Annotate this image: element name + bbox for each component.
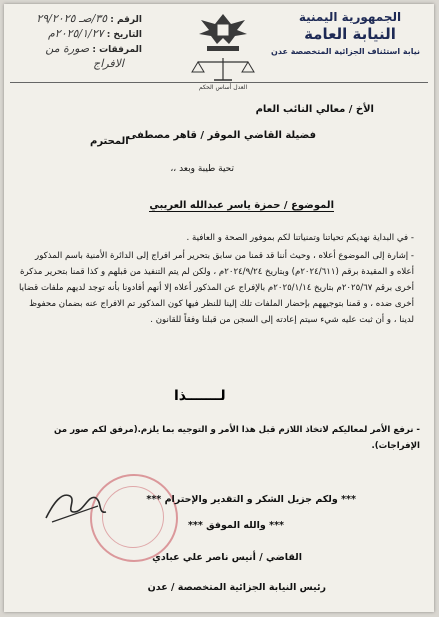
subject-text: الموضوع / حمزة ياسر عبدالله العريبي	[149, 200, 334, 211]
separator: لـــــــذا	[174, 388, 226, 404]
letterhead	[271, 10, 420, 56]
authority-name: النيابة العامة	[304, 25, 396, 43]
judge-name: فضيلة القاضي الموقر / قاهر مصطفى	[126, 130, 316, 141]
subject	[149, 200, 334, 211]
number-value: ٣٥/صـ ٢٩/٢٠٢٥	[36, 12, 108, 25]
country-name: الجمهورية اليمنية	[298, 10, 402, 24]
greeting: تحية طيبة وبعد ،،	[170, 164, 234, 174]
signature-icon	[40, 482, 110, 528]
attachments-label: المرفقات :	[92, 45, 142, 55]
attachments-value: صورة من	[45, 42, 90, 55]
signer-name: القاضي / أنيس ناصر علي عبادي	[152, 552, 302, 563]
scales-icon	[188, 56, 258, 84]
emblem-caption: العدل أساس الحكم	[198, 84, 248, 91]
attachments-row-2	[12, 57, 142, 72]
letter-page	[4, 4, 434, 612]
honorific: المحترم	[90, 136, 129, 147]
paragraph-main: - إشارة إلى الموضوع أعلاه ، وحيث أننا قد قمنا من سابق بتحرير أمر افراج إلى الدائرة الأمنية باسم المذكور أعلاه و المقيدة برقم (٢٠٢٤/٦١١م) وبتاريخ ٢٠٢٤/٩/٢٤م ، ولكن لم يتم التنفيذ من قبلهم و كذا قمنا بتحرير مذكرة أخرى برقم ٢٠٢٥/٦٧م بتاريخ ٢٠٢٥/١/١٤م بالإفراج عن المذكور أعلاه إلا أنهم أفادونا بأنه توجد لديهم ملفات قضايا أخرى ضده ، و قمنا بتوجيههم بإحضار الملفات تلك إلينا للنظر فيها كون المذكور تم الافراج عنه بضمان محفوظ لدينا ، و أن ثبت عليه شيء سيتم إعادته إلى السجن من قبلنا وفقاً للقانون .	[19, 251, 414, 325]
date-row	[12, 27, 142, 42]
number-label: الرقم :	[110, 15, 142, 25]
eagle-emblem-icon	[193, 10, 253, 56]
paragraph-intro: - في البداية نهديكم تحياتنا وتمنياتنا لكم بموفور الصحة و العافية .	[186, 233, 414, 243]
addressee: الأخ / معالي النائب العام	[255, 104, 374, 115]
closing-god: *** والله الموفق ***	[187, 520, 284, 531]
attachments-value-2: الافراج	[93, 57, 124, 70]
header-divider	[10, 82, 428, 83]
emblem	[186, 10, 260, 91]
office-name: نيابة استئناف الجزائية المتخصصة عدن	[271, 47, 420, 56]
date-value: ٢٠٢٥/١/٢٧م	[47, 27, 104, 40]
date-label: التاريخ :	[106, 30, 142, 40]
closing-thanks: *** ولكم جزيل الشكر و التقدير والإحترام ***	[146, 494, 356, 505]
number-row	[12, 12, 142, 27]
request-paragraph: - نرفع الأمر لمعاليكم لاتخاذ اللازم قبل هذا الأمر و التوجيه بما يلزم.(مرفق لكم صور من الإفراجات).	[54, 425, 420, 451]
attachments-row	[12, 42, 142, 57]
signer-title: رئيس النيابة الجزائية المتخصصة / عدن	[147, 582, 326, 593]
reference-block	[12, 12, 142, 72]
